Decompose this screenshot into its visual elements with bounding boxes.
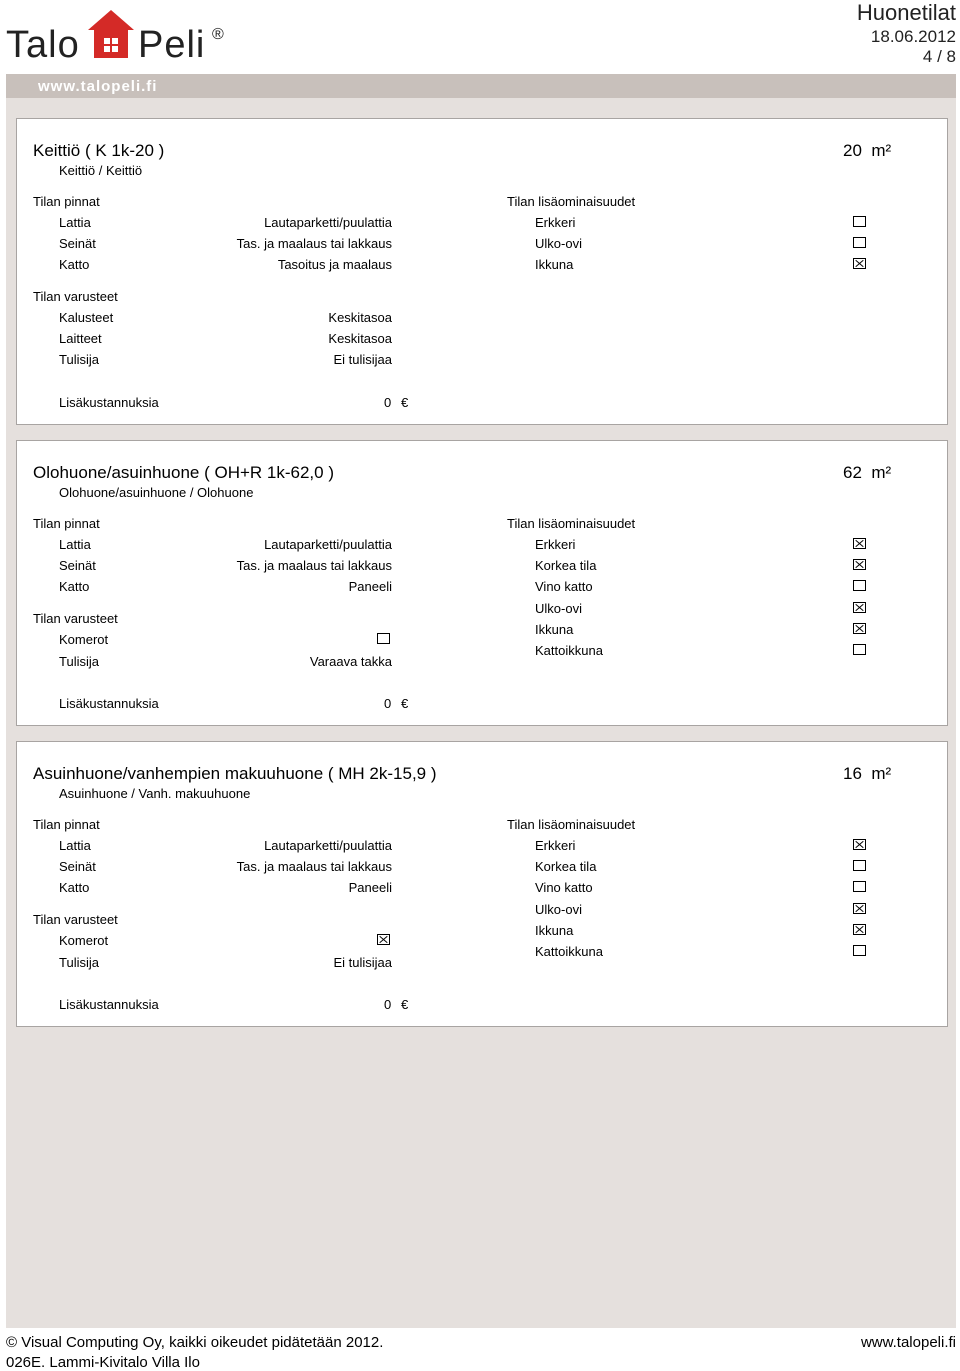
closets-checkbox[interactable] <box>377 934 390 945</box>
extra-costs-value: 0 <box>384 395 392 410</box>
feature-checkbox[interactable] <box>853 860 866 871</box>
surfaces-heading: Tilan pinnat <box>33 516 100 531</box>
surface-label: Lattia <box>59 215 91 230</box>
currency-symbol: € <box>401 997 409 1012</box>
room-card-bedroom <box>16 741 948 1027</box>
feature-checkbox[interactable] <box>853 903 866 914</box>
feature-checkbox[interactable] <box>853 881 866 892</box>
room-area: 20 m² <box>843 141 892 160</box>
room-title: Asuinhuone/vanhempien makuuhuone ( MH 2k-15,9 ) <box>33 764 437 783</box>
surfaces-heading: Tilan pinnat <box>33 817 100 832</box>
features-heading: Tilan lisäominaisuudet <box>507 194 636 209</box>
surface-label: Seinät <box>59 558 96 573</box>
equipment-label: Tulisija <box>59 352 99 367</box>
room-subtitle: Olohuone/asuinhuone / Olohuone <box>59 485 254 500</box>
footer-copyright: © Visual Computing Oy, kaikki oikeudet pidätetään 2012. <box>6 1334 384 1351</box>
feature-checkbox[interactable] <box>853 559 866 570</box>
header-url-link[interactable]: www.talopeli.fi <box>38 78 158 95</box>
extra-costs-value: 0 <box>384 997 392 1012</box>
page-number: 4 / 8 <box>922 47 956 66</box>
feature-checkbox[interactable] <box>853 216 866 227</box>
feature-checkbox[interactable] <box>853 924 866 935</box>
room-title: Olohuone/asuinhuone ( OH+R 1k-62,0 ) <box>33 463 334 482</box>
surface-value: Lautaparketti/puulattia <box>264 215 392 230</box>
feature-checkbox[interactable] <box>853 237 866 248</box>
closets-label: Komerot <box>59 933 109 948</box>
equipment-heading: Tilan varusteet <box>33 912 118 927</box>
house-logo-icon <box>86 8 136 60</box>
feature-checkbox[interactable] <box>853 538 866 549</box>
feature-label: Korkea tila <box>535 558 597 573</box>
surface-value: Tasoitus ja maalaus <box>277 257 392 272</box>
feature-label: Ulko-ovi <box>535 236 582 251</box>
logo-text-talo: Talo <box>6 24 80 66</box>
feature-label: Ulko-ovi <box>535 902 582 917</box>
registered-mark: ® <box>212 26 224 43</box>
surface-value: Lautaparketti/puulattia <box>264 838 392 853</box>
features-heading: Tilan lisäominaisuudet <box>507 516 636 531</box>
room-area: 16 m² <box>843 764 892 783</box>
feature-label: Kattoikkuna <box>535 944 603 959</box>
surface-label: Katto <box>59 579 90 594</box>
surface-label: Seinät <box>59 236 96 251</box>
fireplace-value: Varaava takka <box>309 654 392 669</box>
fireplace-label: Tulisija <box>59 955 99 970</box>
feature-label: Kattoikkuna <box>535 643 603 658</box>
extra-costs-label: Lisäkustannuksia <box>59 696 159 711</box>
room-title: Keittiö ( K 1k-20 ) <box>33 141 165 160</box>
logo-text-peli: Peli <box>138 24 206 66</box>
equipment-value: Ei tulisijaa <box>333 352 392 367</box>
surface-label: Lattia <box>59 838 91 853</box>
surface-value: Lautaparketti/puulattia <box>264 537 392 552</box>
room-area: 62 m² <box>843 463 892 482</box>
surface-label: Seinät <box>59 859 96 874</box>
feature-label: Erkkeri <box>535 838 576 853</box>
surface-label: Katto <box>59 880 90 895</box>
feature-label: Erkkeri <box>535 537 576 552</box>
surface-value: Tas. ja maalaus tai lakkaus <box>236 558 392 573</box>
feature-label: Ikkuna <box>535 257 574 272</box>
equipment-heading: Tilan varusteet <box>33 289 118 304</box>
fireplace-value: Ei tulisijaa <box>333 955 392 970</box>
feature-label: Vino katto <box>535 880 593 895</box>
fireplace-label: Tulisija <box>59 654 99 669</box>
feature-label: Vino katto <box>535 579 593 594</box>
footer-project-name: 026E. Lammi-Kivitalo Villa Ilo <box>6 1354 200 1371</box>
surface-value: Paneeli <box>348 579 392 594</box>
room-card-kitchen <box>16 118 948 425</box>
feature-label: Ikkuna <box>535 923 574 938</box>
equipment-label: Laitteet <box>59 331 102 346</box>
extra-costs-value: 0 <box>384 696 392 711</box>
surface-label: Katto <box>59 257 90 272</box>
feature-label: Ikkuna <box>535 622 574 637</box>
surface-value: Paneeli <box>348 880 392 895</box>
extra-costs-label: Lisäkustannuksia <box>59 997 159 1012</box>
surface-value: Tas. ja maalaus tai lakkaus <box>236 859 392 874</box>
surface-value: Tas. ja maalaus tai lakkaus <box>236 236 392 251</box>
feature-label: Erkkeri <box>535 215 576 230</box>
equipment-value: Keskitasoa <box>328 331 392 346</box>
room-card-living-room <box>16 440 948 726</box>
feature-checkbox[interactable] <box>853 602 866 613</box>
currency-symbol: € <box>401 395 409 410</box>
document-date: 18.06.2012 <box>870 27 956 46</box>
feature-checkbox[interactable] <box>853 839 866 850</box>
surfaces-heading: Tilan pinnat <box>33 194 100 209</box>
feature-checkbox[interactable] <box>853 580 866 591</box>
room-subtitle: Asuinhuone / Vanh. makuuhuone <box>59 786 251 801</box>
equipment-value: Keskitasoa <box>328 310 392 325</box>
feature-label: Ulko-ovi <box>535 601 582 616</box>
feature-checkbox[interactable] <box>853 945 866 956</box>
footer-url-link[interactable]: www.talopeli.fi <box>860 1334 956 1351</box>
page-title: Huonetilat <box>856 0 956 25</box>
surface-label: Lattia <box>59 537 91 552</box>
feature-checkbox[interactable] <box>853 623 866 634</box>
equipment-heading: Tilan varusteet <box>33 611 118 626</box>
closets-label: Komerot <box>59 632 109 647</box>
extra-costs-label: Lisäkustannuksia <box>59 395 159 410</box>
currency-symbol: € <box>401 696 409 711</box>
feature-label: Korkea tila <box>535 859 597 874</box>
features-heading: Tilan lisäominaisuudet <box>507 817 636 832</box>
equipment-label: Kalusteet <box>59 310 114 325</box>
closets-checkbox[interactable] <box>377 633 390 644</box>
room-subtitle: Keittiö / Keittiö <box>59 163 143 178</box>
feature-checkbox[interactable] <box>853 644 866 655</box>
feature-checkbox[interactable] <box>853 258 866 269</box>
